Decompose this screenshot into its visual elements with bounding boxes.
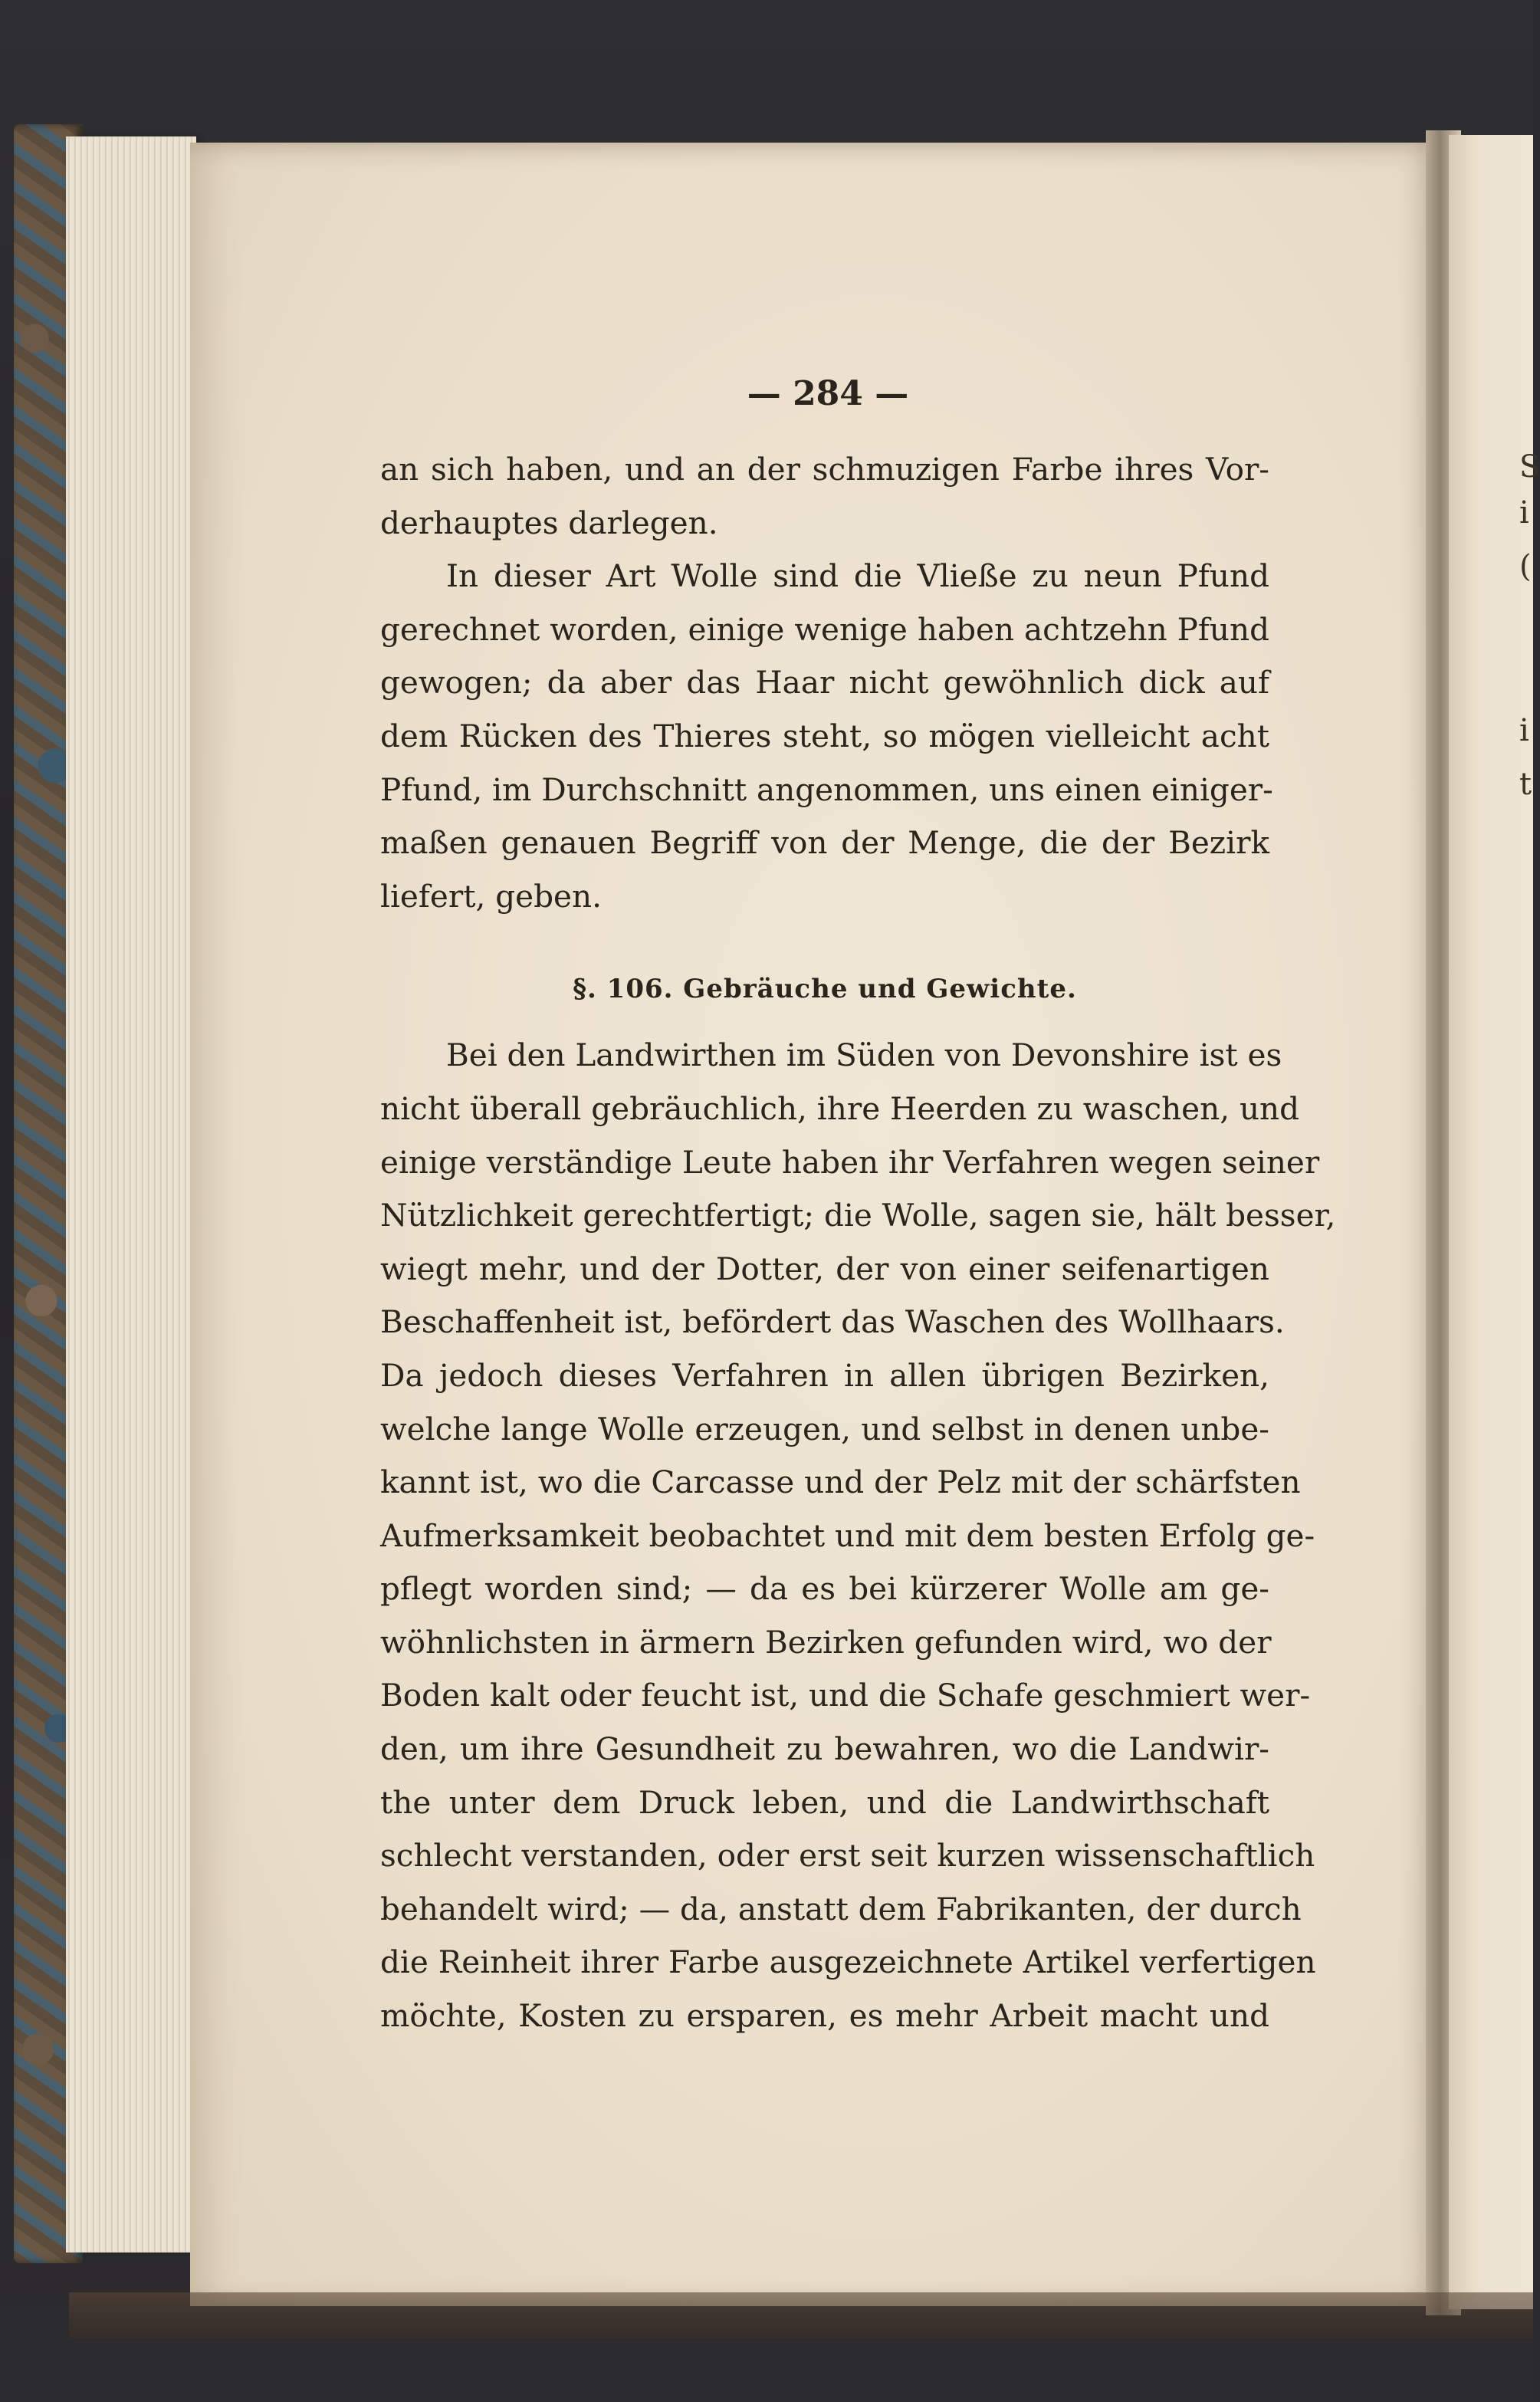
text-line: den, um ihre Gesundheit zu bewahren, wo die Landwir- [380, 1730, 1269, 1768]
book-bottom-edge [69, 2292, 1533, 2338]
paragraph-continuation [380, 443, 1269, 550]
text-line: die Reinheit ihrer Farbe ausgezeichnete Artikel verfertigen [380, 1944, 1316, 1981]
page-body-text [380, 360, 1336, 2043]
text-line: möchte, Kosten zu ersparen, es mehr Arbeit macht und [380, 1997, 1269, 2035]
text-line: schlecht verstanden, oder erst seit kurzen wissenschaftlich [380, 1837, 1315, 1875]
facing-page-fragment: i [1519, 495, 1529, 531]
paragraph-customs [380, 1029, 1336, 2042]
text-line: Bei den Landwirthen im Süden von Devonshire ist es [446, 1037, 1282, 1074]
text-line: einige verständige Leute haben ihr Verfahren wegen seiner [380, 1143, 1320, 1181]
text-line: Boden kalt oder feucht ist, und die Schafe geschmiert wer- [380, 1677, 1311, 1714]
text-line: Beschaffenheit ist, befördert das Waschen des Wollhaars. [380, 1303, 1285, 1341]
text-line: wiegt mehr, und der Dotter, der von einer seifenartigen [380, 1250, 1269, 1287]
text-line: Aufmerksamkeit beobachtet und mit dem besten Erfolg ge- [380, 1516, 1315, 1554]
facing-page-fragment: t [1519, 767, 1532, 802]
text-line: liefert, geben. [380, 877, 602, 915]
text-line: wöhnlichsten in ärmern Bezirken gefunden wird, wo der [380, 1623, 1272, 1661]
text-line: Pfund, im Durchschnitt angenommen, uns einen einiger- [380, 771, 1273, 808]
paragraph-wool-weight [380, 550, 1273, 923]
text-line: an sich haben, und an der schmuzigen Farbe ihres Vor- [380, 451, 1269, 488]
text-line: dem Rücken des Thieres steht, so mögen vielleicht acht [380, 717, 1269, 754]
text-line: maßen genauen Begriff von der Menge, die der Bezirk [380, 824, 1269, 862]
text-line: gewogen; da aber das Haar nicht gewöhnlich dick auf [380, 664, 1269, 702]
text-line: kannt ist, wo die Carcasse und der Pelz mit der schärfsten [380, 1464, 1301, 1501]
text-line: welche lange Wolle erzeugen, und selbst in denen unbe- [380, 1410, 1269, 1447]
text-line: gerechnet worden, einige wenige haben achtzehn Pfund [380, 610, 1269, 648]
text-line: Da jedoch dieses Verfahren in allen übrigen Bezirken, [380, 1356, 1269, 1394]
text-line: the unter dem Druck leben, und die Landwirthschaft [380, 1783, 1269, 1821]
text-line: nicht überall gebräuchlich, ihre Heerden zu waschen, und [380, 1089, 1300, 1127]
text-line: In dieser Art Wolle sind die Vließe zu neun Pfund [446, 557, 1269, 595]
page-edges [66, 136, 196, 2252]
text-line: derhauptes darlegen. [380, 504, 718, 541]
page-number: — 284 — [747, 374, 909, 413]
facing-page-fragment: S [1519, 449, 1540, 485]
text-line: pflegt worden sind; — da es bei kürzerer Wolle am ge- [380, 1570, 1269, 1608]
text-line: Nützlichkeit gerechtfertigt; die Wolle, sagen sie, hält besser, [380, 1197, 1336, 1234]
facing-page-fragment: ( [1519, 549, 1532, 584]
section-heading: §. 106. Gebräuche und Gewichte. [573, 974, 1077, 1005]
facing-page-fragment: i [1519, 713, 1529, 748]
text-line: behandelt wird; — da, anstatt dem Fabrikanten, der durch [380, 1890, 1302, 1927]
